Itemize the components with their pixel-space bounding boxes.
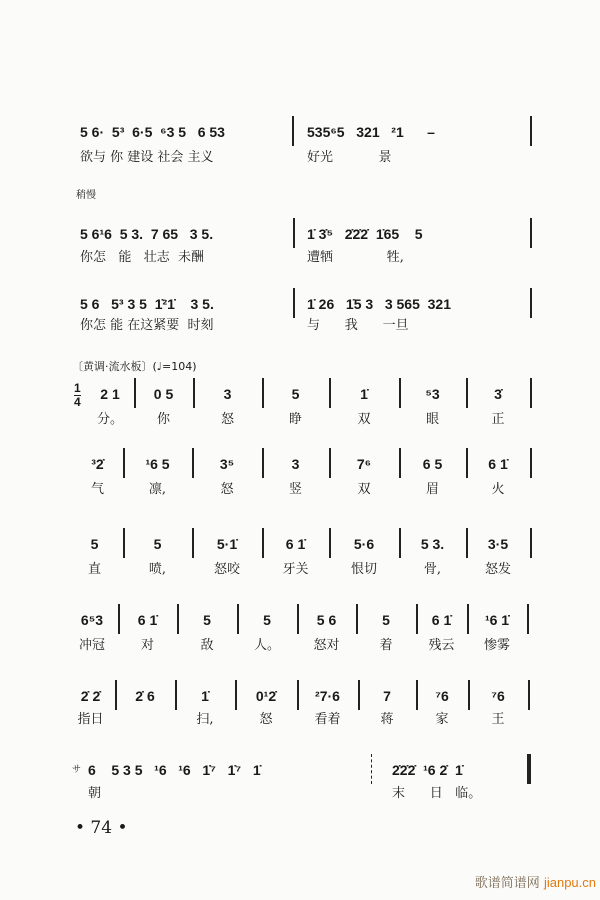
watermark-site: 歌谱简谱网 [474, 876, 540, 891]
measure-notes: ²7·6 [315, 688, 340, 704]
barline [235, 680, 237, 710]
measure-notes: 5 [263, 612, 271, 628]
barline [530, 218, 532, 248]
barline [293, 288, 295, 318]
barline [192, 448, 194, 478]
barline [530, 448, 532, 478]
measure-lyric: 怒对 [313, 638, 340, 653]
measure-lyric: 怒咬 [213, 562, 240, 577]
measure-notes: 5 6 5³ 3 5 1̇²1̇ 3 5. [80, 296, 214, 312]
measure-lyric: 着 [379, 638, 393, 653]
barline [371, 754, 372, 784]
barline [118, 604, 120, 634]
measure-lyric: 分。 [96, 412, 123, 427]
final-barline [527, 754, 531, 784]
measure-notes: 1̇ [201, 688, 209, 704]
measure-lyric: 朝 [88, 786, 102, 801]
measure-lyric: 睁 [288, 412, 302, 427]
measure-notes: 5 3. [420, 536, 445, 552]
measure-lyric: 惨雾 [483, 638, 510, 653]
measure-notes: ⁷6 [491, 688, 505, 704]
measure-notes: 1̇ [360, 386, 368, 402]
measure-notes: 3 [291, 456, 300, 472]
barline [177, 604, 179, 634]
measure-lyric: 眉 [425, 482, 439, 497]
measure-notes: ³2̇ [91, 456, 104, 472]
barline [297, 604, 299, 634]
measure-lyric: 怒 [220, 482, 234, 497]
barline [399, 528, 401, 558]
measure-lyric: 怒 [259, 712, 273, 727]
measure-notes: 535⁶5 321 ²1 – [307, 124, 435, 140]
measure-lyric: 残云 [428, 638, 455, 653]
measure-notes: 6 1̇ [137, 612, 158, 628]
measure-lyric: 遭牺 牲, [307, 250, 404, 265]
measure-lyric: 你 [156, 412, 170, 427]
time-signature [74, 382, 81, 409]
measure-notes: 6 1̇ [431, 612, 452, 628]
measure-lyric: 眼 [425, 412, 439, 427]
barline [416, 680, 418, 710]
measure-lyric: 末 日 临。 [392, 786, 482, 801]
measure-notes: 0 5 [153, 386, 174, 402]
barline [466, 528, 468, 558]
measure-notes: ⁵3 [425, 386, 440, 402]
measure-notes: 2̇ 2̇ [80, 688, 101, 704]
measure-notes: 2̇ 6 [135, 688, 155, 704]
barline [530, 528, 532, 558]
measure-lyric: 王 [491, 712, 505, 727]
measure-notes: ¹6 5 [145, 456, 170, 472]
measure-lyric: 蒋 [380, 712, 394, 727]
measure-notes: 3 [223, 386, 232, 402]
measure-notes: 2 1 [100, 386, 120, 402]
barline [262, 448, 264, 478]
measure-lyric: 敌 [200, 638, 214, 653]
barline [115, 680, 117, 710]
barline [292, 116, 294, 146]
measure-notes: 7 [383, 688, 391, 704]
measure-notes: 5 6¹6 5 3. 7 65 3 5. [80, 226, 214, 242]
measure-notes: 1̇ 26 1̇5 3 3 565 321 [307, 296, 452, 312]
measure-lyric: 对 [140, 638, 154, 653]
measure-lyric: 双 [357, 412, 371, 427]
barline [329, 528, 331, 558]
measure-lyric: 与 我 一旦 [307, 318, 409, 333]
page-number: • 74 • [75, 818, 128, 838]
watermark-domain: jianpu.cn [543, 875, 596, 890]
barline [466, 378, 468, 408]
measure-notes: 2̇2̇2̇ ¹6 2̇ 1̇ [392, 762, 463, 778]
measure-lyric: 家 [435, 712, 449, 727]
barline [329, 448, 331, 478]
barline [134, 378, 136, 408]
measure-notes: 6 5 3 5 ¹6 ¹6 1̇⁷ 1̇⁷ 1̇ [88, 762, 261, 778]
barline [416, 604, 418, 634]
measure-notes: 6 5 [422, 456, 443, 472]
measure-lyric: 恨切 [350, 562, 377, 577]
barline [293, 218, 295, 248]
barline [530, 288, 532, 318]
watermark [475, 872, 596, 891]
tempo-marking: 稍慢 [76, 190, 96, 201]
measure-notes: 1̇ 3̇⁵ 2̇2̇2̇ 1̇65 5 [307, 226, 423, 242]
measure-lyric: 骨, [423, 562, 442, 577]
barline [468, 680, 470, 710]
measure-lyric: 指日 [77, 712, 104, 727]
barline [399, 448, 401, 478]
measure-lyric: 人。 [253, 638, 280, 653]
measure-notes: 5 [203, 612, 211, 628]
free-meter-mark: サ [72, 765, 82, 775]
barline [527, 604, 529, 634]
barline [192, 528, 194, 558]
measure-notes: 0¹2̇ [255, 688, 277, 704]
measure-lyric: 你怎 能 壮志 未酬 [80, 250, 205, 265]
barline [262, 528, 264, 558]
measure-notes: 3̇ [494, 386, 502, 402]
barline [466, 448, 468, 478]
measure-lyric: 喷, [148, 562, 167, 577]
barline [530, 378, 532, 408]
measure-lyric: 竖 [288, 482, 302, 497]
measure-lyric: 正 [491, 412, 505, 427]
barline [356, 604, 358, 634]
measure-lyric: 怒发 [484, 562, 511, 577]
barline [175, 680, 177, 710]
section-header: 〔黄调·流水板〕(♩=104) [72, 360, 197, 373]
measure-notes: 7⁶ [356, 456, 372, 472]
measure-lyric: 你怎 能 在这紧要 时刻 [80, 318, 214, 333]
measure-lyric: 气 [90, 482, 104, 497]
barline [467, 604, 469, 634]
barline [358, 680, 360, 710]
measure-notes: ¹6 1̇ [484, 612, 510, 628]
measure-notes: 5 [153, 536, 162, 552]
measure-lyric: 牙关 [282, 562, 309, 577]
measure-notes: 5 [90, 536, 99, 552]
measure-notes: 6 1̇ [488, 456, 508, 472]
barline [193, 378, 195, 408]
measure-notes: ⁷6 [435, 688, 449, 704]
barline [297, 680, 299, 710]
measure-lyric: 扫, [196, 712, 214, 727]
measure-lyric: 好光 景 [307, 150, 392, 165]
measure-lyric: 冲冠 [78, 638, 105, 653]
measure-notes: 5 6· 5³ 6·5 ⁶3 5 6 53 [80, 124, 225, 140]
measure-notes: 6⁵3 [80, 612, 104, 628]
measure-lyric: 直 [87, 562, 101, 577]
measure-lyric: 怒 [220, 412, 234, 427]
measure-notes: 6 1̇ [285, 536, 306, 552]
barline [530, 116, 532, 146]
barline [123, 528, 125, 558]
barline [528, 680, 530, 710]
barline [329, 378, 331, 408]
measure-notes: 5·1̇ [216, 536, 238, 552]
measure-notes: 3·5 [487, 536, 509, 552]
measure-notes: 5 6 [316, 612, 337, 628]
time-signature-bottom: 4 [74, 395, 81, 409]
measure-notes: 5 [382, 612, 390, 628]
measure-lyric: 双 [357, 482, 371, 497]
measure-notes: 5 [291, 386, 300, 402]
measure-lyric: 火 [491, 482, 505, 497]
barline [237, 604, 239, 634]
measure-notes: 3⁵ [219, 456, 235, 472]
measure-lyric: 欲与 你 建设 社会 主义 [80, 150, 214, 165]
time-signature-top: 1 [74, 381, 81, 395]
barline [399, 378, 401, 408]
barline [262, 378, 264, 408]
barline [123, 448, 125, 478]
measure-notes: 5·6 [353, 536, 375, 552]
measure-lyric: 看着 [314, 712, 341, 727]
measure-lyric: 凛, [148, 482, 167, 497]
